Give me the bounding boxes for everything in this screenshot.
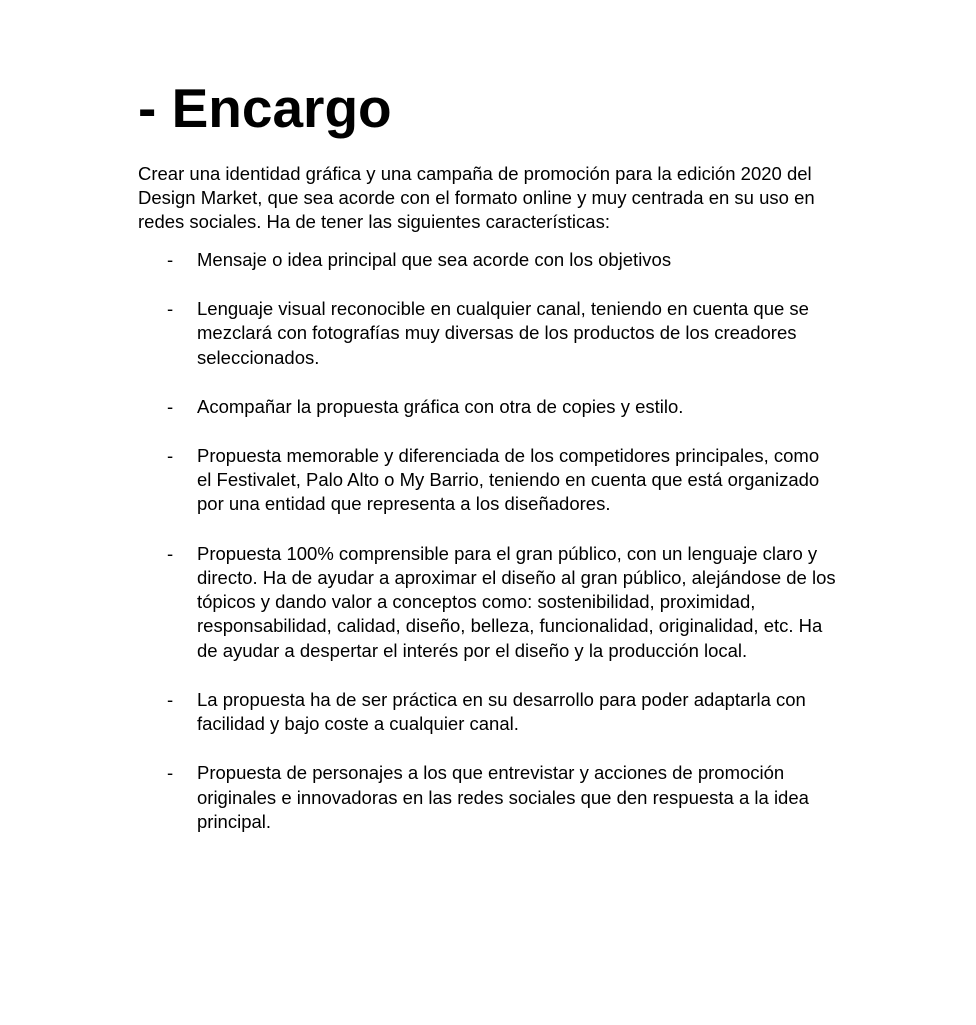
list-item <box>138 688 838 737</box>
bullet-dash: - <box>167 444 174 466</box>
bullet-dash: - <box>167 688 174 710</box>
bullet-dash: - <box>167 395 174 417</box>
bullet-dash: - <box>167 249 174 270</box>
list-item <box>138 542 838 663</box>
bullet-dash: - <box>167 762 174 784</box>
list-item-text: Propuesta de personajes a los que entrevistar y acciones de promoción originales e innovadoras en las redes sociales que den respuesta a la idea principal. <box>197 762 809 832</box>
list-item-text: Mensaje o idea principal que sea acorde con los objetivos <box>197 249 672 270</box>
intro-paragraph: Crear una identidad gráfica y una campaña de promoción para la edición 2020 del Design Market, que sea acorde con el formato online y muy centrada en su uso en redes sociales. Ha de tener las siguientes características: <box>138 163 815 232</box>
list-item <box>138 297 838 370</box>
bullet-dash: - <box>167 298 174 320</box>
list-item <box>138 444 838 517</box>
bullet-dash: - <box>167 542 174 564</box>
list-item <box>138 395 838 419</box>
list-item-text: Propuesta memorable y diferenciada de los competidores principales, como el Festivalet, Palo Alto o My Barrio, teniendo en cuenta que está organizado por una entidad que representa a los diseñadores. <box>197 444 820 515</box>
list-item-text: Propuesta 100% comprensible para el gran público, con un lenguaje claro y directo. Ha de ayudar a aproximar el diseño al gran público, alejándose de los tópicos y dando valor a conceptos como: sostenibilidad, proximidad, responsabilidad, calidad, diseño, belleza, funcionalidad, originalidad, etc. Ha de ayudar a despertar el interés por el diseño y la producción local. <box>197 542 836 661</box>
list-item-text: La propuesta ha de ser práctica en su desarrollo para poder adaptarla con facilidad y bajo coste a cualquier canal. <box>197 688 806 735</box>
list-item-text: Acompañar la propuesta gráfica con otra de copies y estilo. <box>197 395 684 417</box>
list-item-text: Lenguaje visual reconocible en cualquier canal, teniendo en cuenta que se mezclará con fotografías muy diversas de los productos de los creadores seleccionados. <box>197 298 809 368</box>
requirements-list <box>138 248 838 859</box>
page-title: - Encargo <box>138 77 392 139</box>
list-item <box>138 248 838 272</box>
list-item <box>138 761 838 834</box>
